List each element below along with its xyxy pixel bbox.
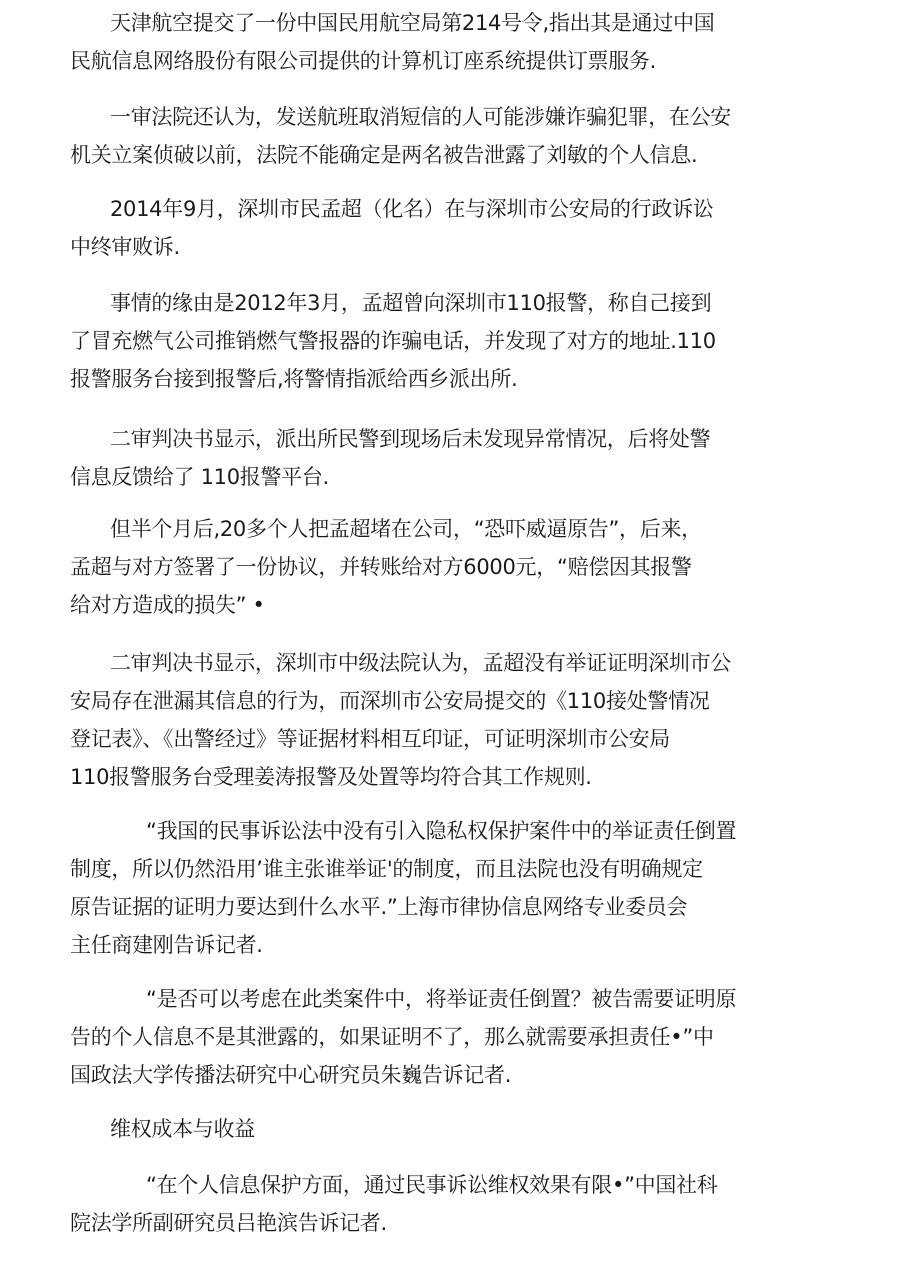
paragraph-line: “是否可以考虑在此类案件中，将举证责任倒置？被告需要证明原 — [146, 987, 737, 1011]
paragraph-line: 给对方造成的损失” • — [70, 593, 265, 617]
paragraph-line: 原告证据的证明力要达到什么水平.”上海市律协信息网络专业委员会 — [70, 895, 688, 919]
section-heading-rights-cost — [70, 1110, 800, 1148]
section-heading: 维权成本与收益 — [110, 1117, 255, 1141]
paragraph-line: 天津航空提交了一份中国民用航空局第214号令,指出其是通过中国 — [110, 11, 715, 35]
paragraph-line: 了冒充燃气公司推销燃气警报器的诈骗电话，并发现了对方的地址.110 — [70, 329, 716, 353]
paragraph-line: 一审法院还认为，发送航班取消短信的人可能涉嫌诈骗犯罪，在公安 — [110, 105, 731, 129]
paragraph-intermediate-court — [70, 644, 800, 796]
paragraph-line: 二审判决书显示，深圳市中级法院认为，孟超没有举证证明深圳市公 — [110, 651, 731, 675]
paragraph-line: “在个人信息保护方面，通过民事诉讼维权效果有限•”中国社科 — [146, 1173, 718, 1197]
paragraph-first-instance-court — [70, 98, 800, 174]
paragraph-line: 二审判决书显示，派出所民警到现场后未发现异常情况，后将处警 — [110, 427, 711, 451]
paragraph-line: 信息反馈给了 110报警平台. — [70, 465, 329, 489]
paragraph-zhu-wei-quote — [70, 980, 800, 1094]
paragraph-line: 主任商建刚告诉记者. — [70, 933, 263, 957]
paragraph-line: “我国的民事诉讼法中没有引入隐私权保护案件中的举证责任倒置 — [146, 819, 737, 843]
paragraph-line: 国政法大学传播法研究中心研究员朱巍告诉记者. — [70, 1063, 512, 1087]
paragraph-line: 事情的缘由是2012年3月，孟超曾向深圳市110报警，称自己接到 — [110, 291, 712, 315]
paragraph-line: 孟超与对方签署了一份协议，并转账给对方6000元，“赔偿因其报警 — [70, 555, 692, 579]
paragraph-line: 但半个月后,20多个人把孟超堵在公司，“恐吓威逼原告”，后来， — [110, 517, 702, 541]
paragraph-case-origin — [70, 284, 800, 398]
paragraph-line: 民航信息网络股份有限公司提供的计算机订座系统提供订票服务. — [70, 49, 656, 73]
paragraph-lv-yanbin-quote — [70, 1166, 800, 1242]
paragraph-shenzhen-case — [70, 190, 800, 266]
paragraph-line: 制度，所以仍然沿用’谁主张谁举证'的制度，而且法院也没有明确规定 — [70, 857, 703, 881]
paragraph-tianjin-airlines — [70, 4, 800, 80]
paragraph-line: 院法学所副研究员吕艳滨告诉记者. — [70, 1211, 387, 1235]
paragraph-line: 110报警服务台受理姜涛报警及处置等均符合其工作规则. — [70, 765, 592, 789]
paragraph-line: 中终审败诉. — [70, 235, 180, 259]
paragraph-line: 告的个人信息不是其泄露的，如果证明不了，那么就需要承担责任•”中 — [70, 1025, 714, 1049]
paragraph-burden-of-proof-quote — [70, 812, 800, 964]
paragraph-second-instance-police — [70, 420, 800, 496]
paragraph-line: 报警服务台接到报警后,将警情指派给西乡派出所. — [70, 367, 518, 391]
paragraph-line: 安局存在泄漏其信息的行为，而深圳市公安局提交的《110接处警情况 — [70, 689, 710, 713]
paragraph-line: 登记表》、《出警经过》等证据材料相互印证，可证明深圳市公安局 — [70, 727, 670, 751]
paragraph-line: 2014年9月，深圳市民孟超（化名）在与深圳市公安局的行政诉讼 — [110, 197, 714, 221]
paragraph-line: 机关立案侦破以前，法院不能确定是两名被告泄露了刘敏的个人信息. — [70, 143, 698, 167]
paragraph-half-month-later — [70, 510, 800, 624]
